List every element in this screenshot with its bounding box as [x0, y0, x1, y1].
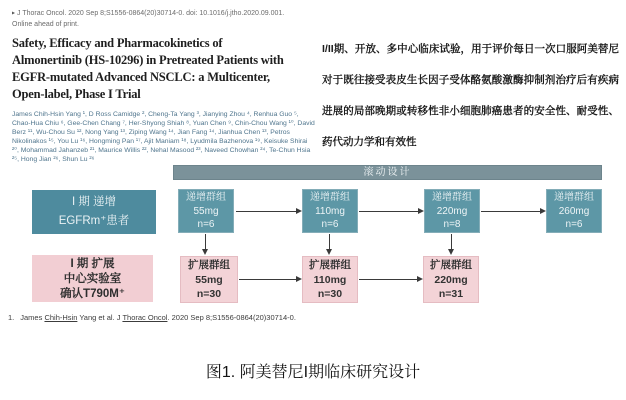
figure-caption: 图1. 阿美替尼I期临床研究设计 [205, 364, 421, 381]
arrow-down-55-line [205, 234, 206, 249]
cohort-label: 扩展群组 [430, 259, 472, 271]
arrow-down-220-line [451, 234, 452, 249]
expansion-cohort-box-110mg [302, 256, 358, 303]
footnote-text: . 2020 Sep 8;S1556-0864(20)30714-0. [167, 313, 296, 322]
footnote-index: 1. [8, 313, 15, 322]
citation-line2: Online ahead of print. [12, 20, 79, 28]
escalation-cohort-box-55mg [178, 189, 234, 233]
arrow-exp-55-to-110-line [239, 279, 296, 280]
cohort-n: n=30 [317, 288, 343, 300]
citation-line1 [12, 9, 314, 20]
footnote-text: James [20, 313, 45, 322]
footnote-text-underlined: Thorac Oncol [122, 313, 168, 322]
arrow-exp-55-to-110-head [296, 276, 302, 282]
arrow-110-to-220-head [418, 208, 424, 214]
escalation-cohort-box-220mg [424, 189, 480, 233]
cohort-dose: 260mg [558, 205, 590, 217]
cohort-dose: 55mg [193, 205, 219, 217]
reference-footnote [8, 313, 608, 322]
cohort-n: n=6 [197, 219, 215, 230]
escalation-header-line2: EGFRm⁺患者 [58, 215, 130, 227]
cohort-label: 递增群组 [554, 192, 594, 203]
escalation-header-line1: I 期 递增 [71, 196, 117, 208]
phase1-expansion-header-box [32, 255, 153, 302]
arrow-exp-110-to-220-head [417, 276, 423, 282]
arrow-down-55-head [202, 249, 208, 255]
paper-title [12, 35, 324, 103]
phase1-escalation-header-box [32, 190, 156, 234]
expansion-header-line3: 确认T790M⁺ [60, 288, 125, 300]
arrow-220-to-260-line [481, 211, 540, 212]
cohort-n: n=6 [565, 219, 583, 230]
cohort-dose: 55mg [195, 273, 223, 286]
arrow-55-to-110-line [236, 211, 296, 212]
arrow-55-to-110-head [296, 208, 302, 214]
cohort-dose: 110mg [313, 273, 347, 286]
arrow-down-110-head [326, 249, 332, 255]
pubmed-citation [12, 9, 314, 29]
cohort-n: n=30 [196, 288, 222, 300]
arrow-exp-110-to-220-line [359, 279, 417, 280]
chinese-summary: I/II期、开放、多中心临床试验，用于评价每日一次口服阿美替尼对于既往接受表皮生长因子受体酪氨酸激酶抑制剂治疗后有疾病进展的局部晚期或转移性非小细胞肺癌患者的安全性、耐受性、药代动力学和有效性 [322, 43, 619, 148]
cohort-label: 递增群组 [310, 192, 350, 203]
title-line: Almonertinib (HS-10296) in Pretreated Patients with [12, 53, 284, 67]
author-list: James Chih-Hsin Yang ¹, D Ross Camidge ², Cheng-Ta Yang ³, Jianying Zhou ⁴, Renhua Guo ⁵, Chao-Hua Chiu ⁶, Gee-Chen Chang ⁷, Her-Shyong Shiah ⁸, Yuan Chen ⁹, Chin-Chou Wang ¹⁰, David Berz ¹¹, Wu-Chou Su ¹², Nong Yang ¹³, Ziping Wang ¹⁴, Jian Fang ¹⁴, Jianhua Chen ¹³, Petros Nikolinakos ¹⁵, You Lu ¹⁶, Hongming Pan ¹⁷, Ajit Maniam ¹⁸, Lyudmila Bazhenova ¹⁹, Keisuke Shirai ²⁰, Mohammad Jahanzeb ²¹, Maurice Willis ²², Nehal Masood ²³, Naveed Chowhan ²⁴, Te-Chun Hsia ²⁵, Hong Jian ²⁶, Shun Lu ²⁶ [12, 111, 315, 163]
arrow-220-to-260-head [540, 208, 546, 214]
expansion-cohort-box-55mg [180, 256, 238, 303]
cohort-label: 递增群组 [186, 192, 226, 203]
cohort-label: 递增群组 [432, 192, 472, 203]
title-line: EGFR-mutated Advanced NSCLC: a Multicenter, [12, 70, 270, 84]
cohort-n: n=6 [321, 219, 339, 230]
cohort-label: 扩展群组 [309, 259, 351, 271]
cohort-label: 扩展群组 [188, 259, 230, 271]
cohort-dose: 110mg [315, 205, 345, 217]
title-line: Safety, Efficacy and Pharmacokinetics of [12, 36, 223, 50]
escalation-cohort-box-260mg [546, 189, 602, 233]
journal-chevron-icon: ▸ [12, 10, 16, 17]
cohort-n: n=31 [438, 288, 464, 300]
arrow-110-to-220-line [359, 211, 418, 212]
cohort-dose: 220mg [434, 273, 468, 286]
expansion-header-line1: I 期 扩展 [70, 258, 115, 270]
expansion-cohort-box-220mg [423, 256, 479, 303]
arrow-down-220-head [448, 249, 454, 255]
cohort-dose: 220mg [436, 205, 468, 217]
footnote-text: Yang et al. J [77, 313, 123, 322]
cohort-n: n=8 [443, 219, 461, 230]
title-line: Open-label, Phase I Trial [12, 87, 141, 101]
arrow-down-110-line [329, 234, 330, 249]
expansion-header-line2: 中心实验室 [63, 273, 122, 285]
rolling-design-bar: 滚动设计 [173, 165, 602, 180]
footnote-text-underlined: Chih-Hsin [44, 313, 78, 322]
escalation-cohort-box-110mg [302, 189, 358, 233]
citation-text: J Thorac Oncol. 2020 Sep 8;S1556-0864(20)30714-0. doi: 10.1016/j.jtho.2020.09.001. [17, 10, 285, 17]
